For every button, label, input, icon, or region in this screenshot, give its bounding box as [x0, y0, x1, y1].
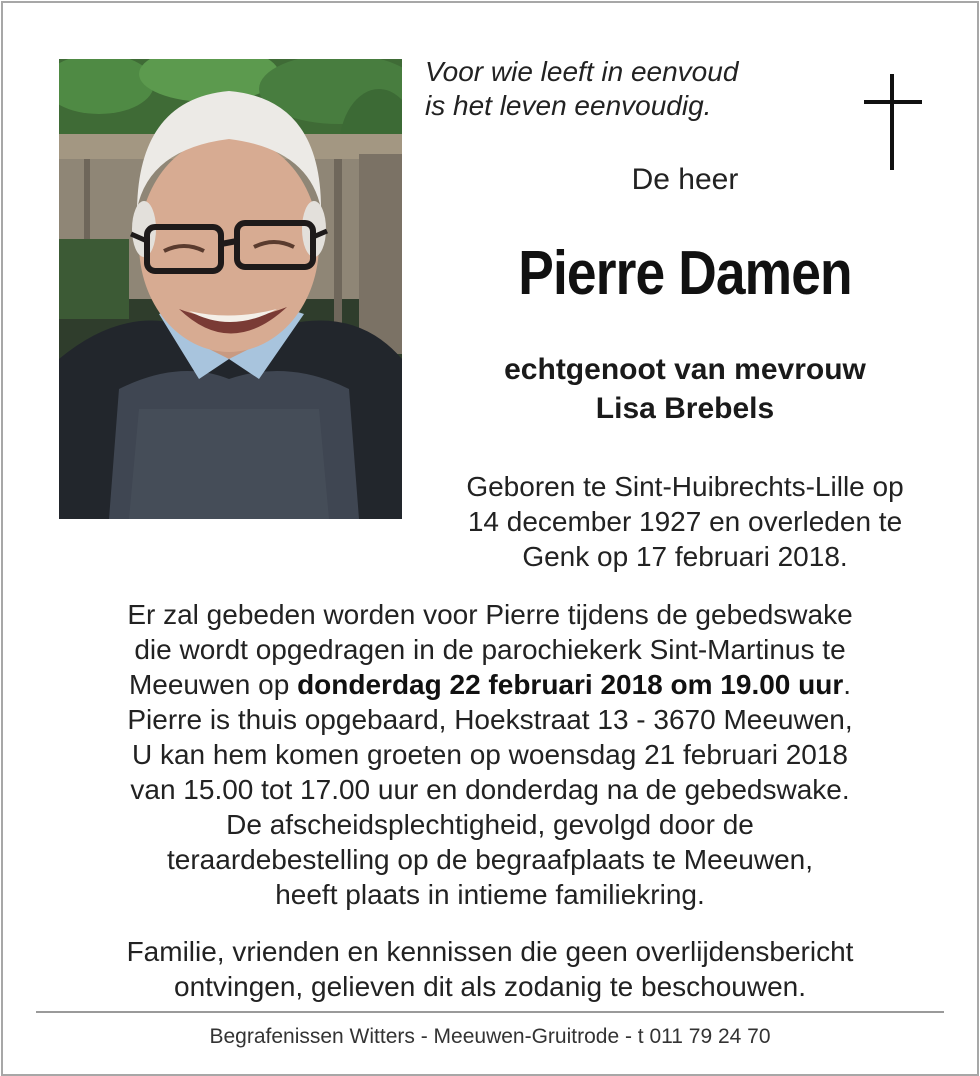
closing-note: [30, 934, 950, 1004]
latin-cross-icon: [864, 74, 922, 170]
spouse-name: Lisa Brebels: [595, 392, 775, 425]
birth-death-info: [418, 469, 952, 574]
deceased-name: Pierre Damen: [518, 239, 852, 308]
service-line: De afscheidsplechtigheid, gevolgd door de: [226, 809, 754, 840]
motto-line: is het leven eenvoudig.: [425, 90, 712, 121]
closing-line: ontvingen, gelieven dit als zodanig te beschouwen.: [174, 971, 806, 1002]
service-line: Pierre is thuis opgebaard, Hoekstraat 13 - 3670 Meeuwen,: [127, 704, 853, 735]
service-line: U kan hem komen groeten op woensdag 21 februari 2018: [131, 739, 849, 770]
spouse-info: [420, 350, 950, 428]
service-line: die wordt opgedragen in de parochiekerk Sint-Martinus te: [134, 634, 846, 665]
service-line: teraardebestelling op de begraafplaats te Meeuwen,: [167, 844, 813, 875]
birth-death-line: 14 december 1927 en overleden te: [467, 506, 903, 537]
service-text: Meeuwen op: [128, 669, 298, 700]
vigil-date: donderdag 22 februari 2018 om 19.00 uur: [297, 669, 844, 700]
service-line: [30, 667, 950, 702]
footer-divider: [36, 1011, 944, 1013]
closing-line: Familie, vrienden en kennissen die geen overlijdensbericht: [126, 936, 854, 967]
service-text: .: [843, 669, 852, 700]
portrait-photo: [59, 59, 402, 519]
motto: [425, 55, 738, 123]
service-line: van 15.00 tot 17.00 uur en donderdag na de gebedswake.: [130, 774, 850, 805]
service-line: Er zal gebeden worden voor Pierre tijdens de gebedswake: [127, 599, 853, 630]
birth-death-line: Geboren te Sint-Huibrechts-Lille op: [466, 471, 904, 502]
funeral-home-footer: Begrafenissen Witters - Meeuwen-Gruitrode - t 011 79 24 70: [209, 1025, 771, 1048]
salutation: De heer: [631, 163, 739, 196]
birth-death-line: Genk op 17 februari 2018.: [522, 541, 848, 572]
motto-line: Voor wie leeft in eenvoud: [425, 56, 739, 87]
service-details: [30, 597, 950, 912]
spouse-line: echtgenoot van mevrouw: [504, 353, 866, 386]
service-line: heeft plaats in intieme familiekring.: [275, 879, 705, 910]
